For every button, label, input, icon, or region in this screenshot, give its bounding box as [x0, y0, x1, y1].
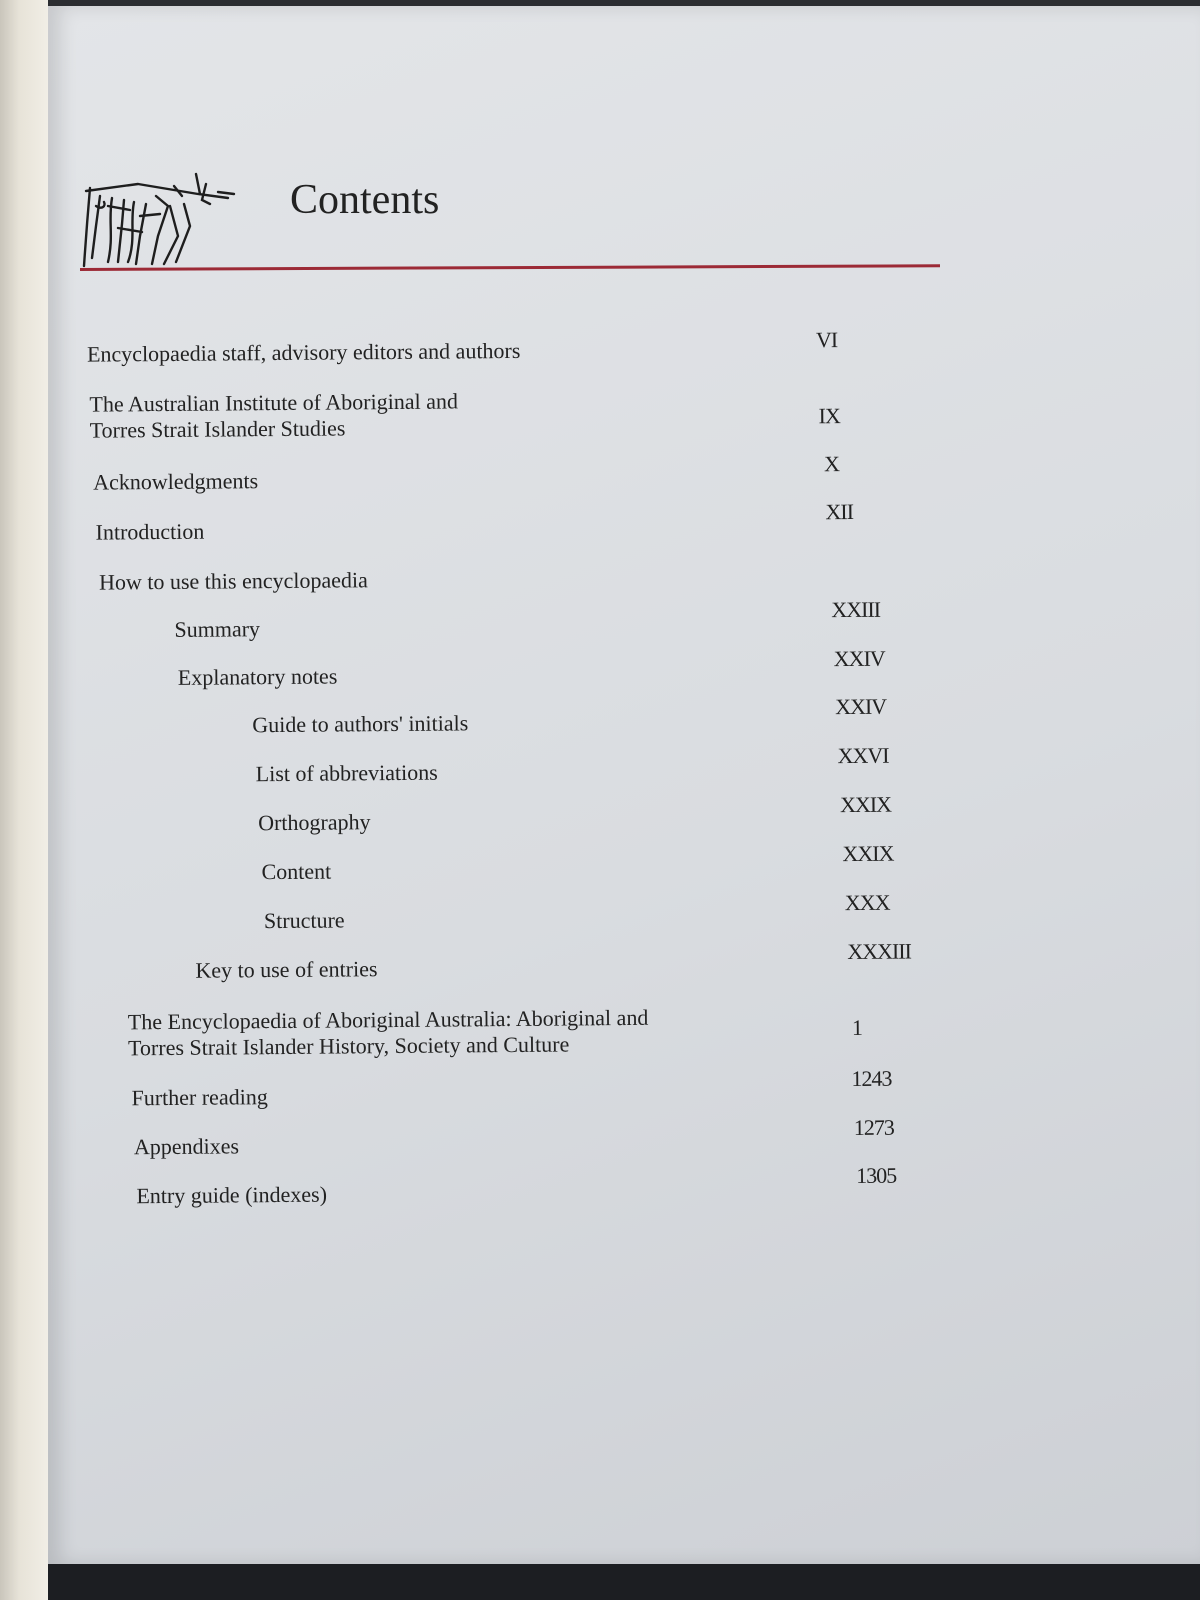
- table-of-contents: [48, 6, 1200, 1564]
- toc-entry-abbreviations: [256, 760, 438, 788]
- toc-entry-title: List of abbreviations: [255, 759, 438, 787]
- contents-page: [48, 6, 1200, 1564]
- toc-entry-title: The Australian Institute of Aboriginal and: [89, 388, 459, 417]
- toc-page-number: XXIX: [839, 791, 892, 818]
- toc-entry-how-to-use: [99, 567, 368, 595]
- toc-entry-orthography: [258, 809, 371, 836]
- toc-entry-title: Introduction: [95, 518, 205, 545]
- toc-entry-title: Orthography: [258, 809, 371, 836]
- toc-entry-summary: [174, 616, 260, 643]
- toc-entry-title: The Encyclopaedia of Aboriginal Australia: Aboriginal and: [127, 1004, 649, 1035]
- toc-entry-title: Further reading: [131, 1084, 268, 1111]
- toc-entry-title: Acknowledgments: [93, 468, 259, 495]
- toc-entry-entry-guide: [136, 1182, 327, 1210]
- toc-entry-aiatsis: [89, 388, 458, 443]
- toc-page-number: XXIII: [831, 596, 881, 623]
- toc-entry-key-to-entries: [195, 956, 377, 984]
- toc-entry-title-line2: Torres Strait Islander History, Society and Culture: [127, 1031, 570, 1061]
- toc-page-number: XXX: [844, 889, 890, 916]
- toc-page-number: XII: [825, 498, 854, 525]
- toc-page-number: X: [823, 451, 840, 477]
- toc-page-number: XXIV: [833, 645, 885, 672]
- toc-page-number: 1273: [853, 1114, 894, 1141]
- toc-page-number: XXIV: [835, 693, 887, 720]
- toc-page-number: 1305: [856, 1162, 897, 1188]
- book-bottom-edge: [48, 1564, 1200, 1600]
- toc-entry-title: Encyclopaedia staff, advisory editors and authors: [86, 337, 521, 367]
- toc-entry-title: Guide to authors' initials: [252, 710, 469, 738]
- toc-page-number: XXIX: [842, 840, 894, 867]
- book-left-edge: [0, 0, 48, 1600]
- toc-entry-guide-initials: [252, 710, 468, 738]
- toc-entry-title: Content: [261, 858, 332, 885]
- toc-page-number: 1243: [851, 1065, 892, 1092]
- toc-entry-acknowledgments: [93, 468, 258, 495]
- toc-page-number: 1: [851, 1014, 863, 1041]
- page-title: Contents: [290, 177, 440, 223]
- toc-entry-encyclopaedia-main: [128, 1005, 649, 1062]
- toc-entry-structure: [264, 907, 345, 934]
- toc-entry-title: How to use this encyclopaedia: [98, 567, 368, 595]
- toc-page-number: IX: [818, 403, 840, 429]
- toc-entry-explanatory-notes: [178, 664, 338, 691]
- toc-entry-title-line2: Torres Strait Islander Studies: [89, 415, 346, 443]
- toc-entry-title: Structure: [263, 907, 345, 934]
- toc-page-number: VI: [815, 327, 838, 353]
- toc-entry-title: Summary: [174, 616, 261, 642]
- toc-entry-title: Entry guide (indexes): [136, 1181, 328, 1209]
- toc-entry-title: Key to use of entries: [195, 956, 378, 983]
- toc-entry-further-reading: [131, 1084, 267, 1111]
- toc-entry-introduction: [95, 519, 204, 546]
- toc-entry-title: Appendixes: [133, 1133, 240, 1160]
- toc-entry-title: Explanatory notes: [177, 663, 338, 690]
- toc-entry-staff: [87, 338, 521, 368]
- toc-page-number: XXVI: [837, 742, 889, 769]
- toc-page-number: XXXIII: [847, 938, 912, 965]
- toc-entry-content: [261, 859, 331, 886]
- toc-entry-appendixes: [134, 1133, 239, 1160]
